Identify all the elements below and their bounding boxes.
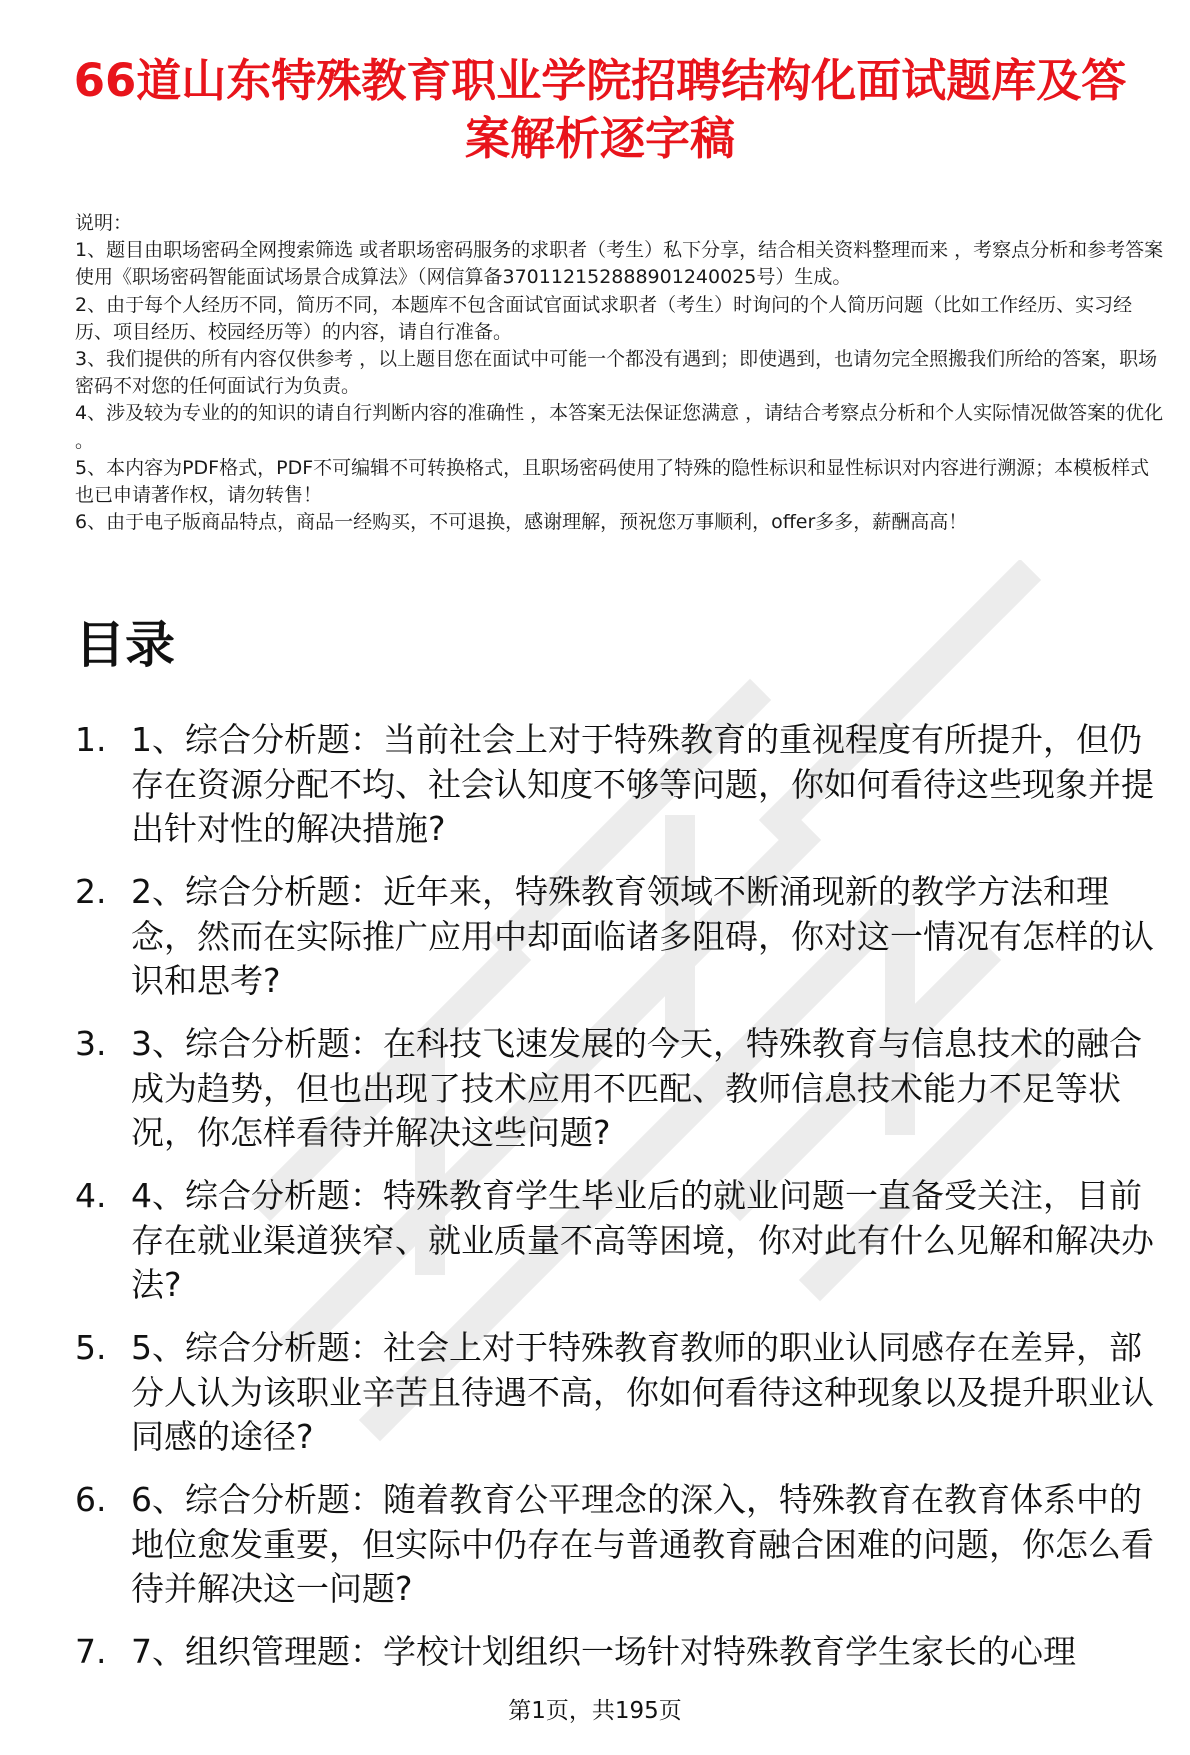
notes-section <box>75 210 1165 536</box>
toc-item-number: 7. <box>75 1632 107 1671</box>
toc-item-number: 4. <box>75 1176 107 1215</box>
toc-item[interactable] <box>75 1022 1173 1156</box>
toc-item[interactable] <box>75 1326 1173 1460</box>
notes-item: 5、本内容为PDF格式，PDF不可编辑不可转换格式，且职场密码使用了特殊的隐性标识和显性标识对内容进行溯源；本模板样式也已申请著作权，请勿转售！ <box>75 456 1150 507</box>
notes-item: 2、由于每个人经历不同，简历不同，本题库不包含面试官面试求职者（考生）时询问的个人简历问题（比如工作经历、实习经历、项目经历、校园经历等）的内容，请自行准备。 <box>75 293 1133 343</box>
toc-item-number: 3. <box>75 1024 107 1063</box>
notes-item: 3、我们提供的所有内容仅供参考 ，以上题目您在面试中可能一个都没有遇到；即使遇到，也请勿完全照搬我们所给的答案，职场密码不对您的任何面试行为负责。 <box>75 348 1158 398</box>
toc-item-text: 1、综合分析题：当前社会上对于特殊教育的重视程度有所提升，但仍存在资源分配不均、社会认知度不够等问题，你如何看待这些现象并提出针对性的解决措施? <box>131 720 1154 848</box>
toc-item-text: 2、综合分析题：近年来，特殊教育领域不断涌现新的教学方法和理念，然而在实际推广应用中却面临诸多阻碍，你对这一情况有怎样的认识和思考? <box>131 872 1154 1000</box>
toc-item[interactable] <box>75 1478 1173 1612</box>
notes-item: 4、涉及较为专业的的知识的请自行判断内容的准确性 ，本答案无法保证您满意 ，请结合考察点分析和个人实际情况做答案的优化 。 <box>75 402 1164 452</box>
toc-item-text: 7、组织管理题：学校计划组织一场针对特殊教育学生家长的心理 <box>131 1632 1076 1671</box>
toc-item-text: 4、综合分析题：特殊教育学生毕业后的就业问题一直备受关注，目前存在就业渠道狭窄、就业质量不高等困境，你对此有什么见解和解决办法? <box>131 1176 1154 1304</box>
toc-item[interactable] <box>75 718 1173 852</box>
toc-item[interactable] <box>75 1630 1173 1675</box>
toc-item-number: 6. <box>75 1480 107 1519</box>
toc-item-text: 5、综合分析题：社会上对于特殊教育教师的职业认同感存在差异，部分人认为该职业辛苦且待遇不高，你如何看待这种现象以及提升职业认同感的途径? <box>131 1328 1154 1456</box>
toc-list <box>75 718 1173 1693</box>
toc-item-number: 5. <box>75 1328 107 1367</box>
toc-item-number: 2. <box>75 872 107 911</box>
notes-item: 6、由于电子版商品特点，商品一经购买，不可退换，感谢理解，预祝您万事顺利，offer多多，薪酬高高！ <box>75 511 968 534</box>
document-title: 66道山东特殊教育职业学院招聘结构化面试题库及答案解析逐字稿 <box>73 54 1127 165</box>
toc-item-text: 6、综合分析题：随着教育公平理念的深入，特殊教育在教育体系中的地位愈发重要，但实际中仍存在与普通教育融合困难的问题，你怎么看待并解决这一问题? <box>131 1480 1154 1608</box>
page-footer: 第1页，共195页 <box>508 1698 682 1724</box>
notes-item: 1、题目由职场密码全网搜索筛选 或者职场密码服务的求职者（考生）私下分享，结合相关资料整理而来 ，考察点分析和参考答案使用《职场密码智能面试场景合成算法》（网信算备370112152888901240025号）生成。 <box>75 239 1164 289</box>
toc-item-number: 1. <box>75 720 107 759</box>
toc-heading: 目录 <box>75 616 175 674</box>
toc-item[interactable] <box>75 870 1173 1004</box>
toc-item-text: 3、综合分析题：在科技飞速发展的今天，特殊教育与信息技术的融合成为趋势，但也出现了技术应用不匹配、教师信息技术能力不足等状况，你怎样看待并解决这些问题? <box>131 1024 1142 1152</box>
toc-item[interactable] <box>75 1174 1173 1308</box>
notes-heading: 说明： <box>75 212 133 234</box>
